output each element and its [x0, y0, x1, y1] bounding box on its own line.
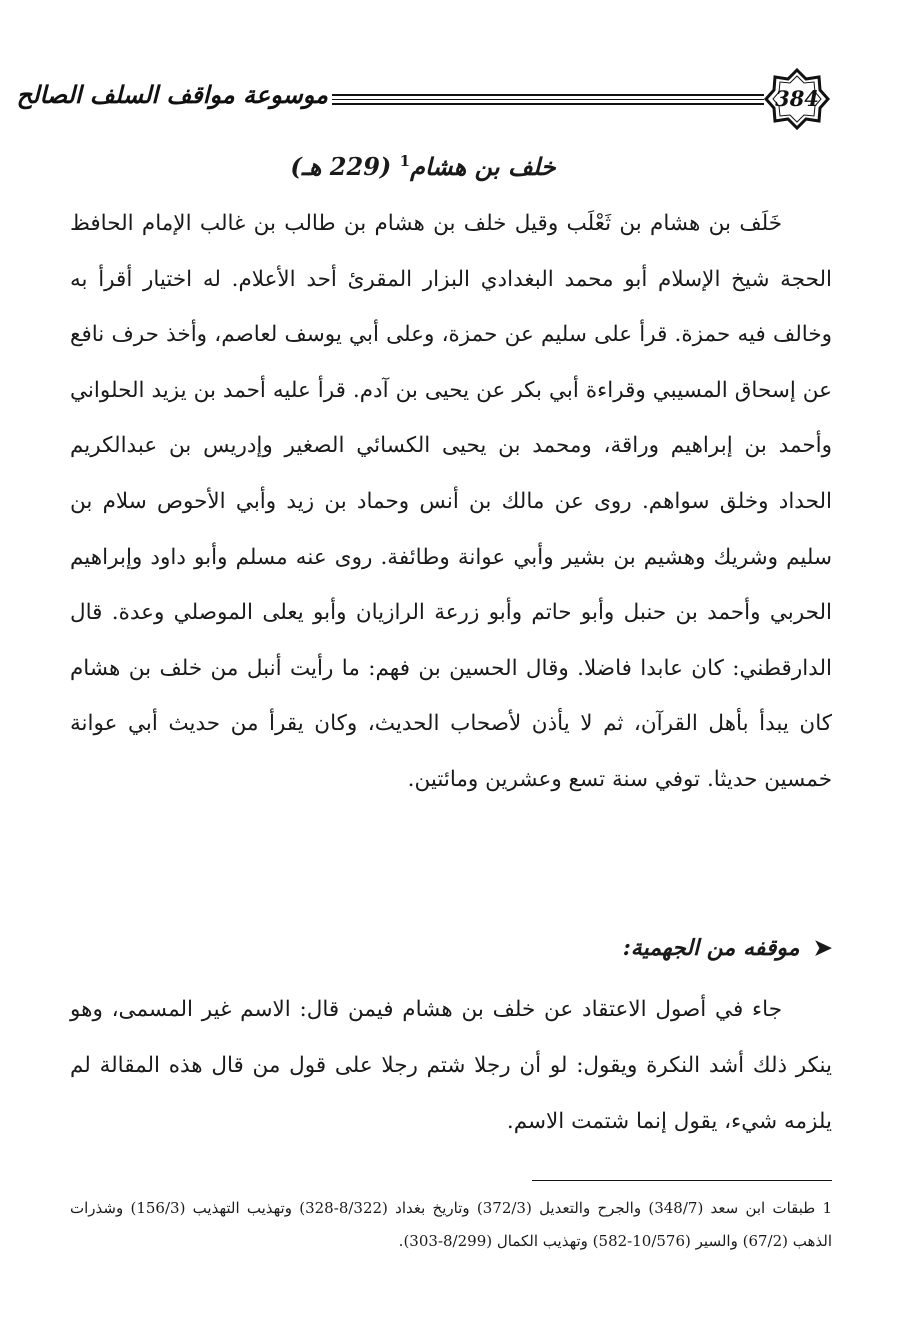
section-title: موقفه من الجهمية: [622, 935, 800, 961]
entry-name: خلف بن هشام [410, 152, 556, 181]
section-heading [432, 920, 832, 976]
biography-paragraph: خَلَف بن هشام بن ثَعْلَب وقيل خلف بن هشام بن طالب بن غالب الإمام الحافظ الحجة شيخ الإسلام أبو محمد البغدادي البزار المقرئ أحد الأعلام. له اختيار أقرأ به وخالف فيه حمزة. قرأ على سليم عن حمزة، وعلى أبي يوسف لعاصم، وأخذ حرف نافع عن إسحاق المسيبي وقراءة أبي بكر عن يحيى بن آدم. قرأ عليه أحمد بن يزيد الحلواني وأحمد بن إبراهيم وراقة، ومحمد بن يحيى الكسائي الصغير وإدريس بن عبدالكريم الحداد وخلق سواهم. روى عن مالك بن أنس وحماد بن زيد وأبي الأحوص سلام بن سليم وشريك وهشيم بن بشير وأبي عوانة وطائفة. روى عنه مسلم وأبو داود وإبراهيم الحربي وأحمد بن حنبل وأبو حاتم وأبو زرعة الرازيان وأبو يعلى الموصلي وعدة. قال الدارقطني: كان عابدا فاضلا. وقال الحسين بن فهم: ما رأيت أنبل من خلف بن هشام كان يبدأ بأهل القرآن، ثم لا يأذن لأصحاب الحديث، وكان يقرأ من حديث أبي عوانة خمسين حديثا. توفي سنة تسع وعشرين ومائتين. [70, 211, 832, 792]
footnote [70, 1192, 832, 1258]
arrowhead-icon: ➤ [813, 935, 832, 961]
footnote-divider [532, 1180, 832, 1181]
page-number: 384 [775, 86, 819, 111]
header-rule [332, 103, 764, 105]
header-rule [332, 99, 764, 100]
page-header [16, 68, 830, 132]
footnote-marker: 1 [399, 152, 411, 170]
footnote-text: 1 طبقات ابن سعد (348/7) والجرح والتعديل (372/3) وتاريخ بغداد (8/322-328) وتهذيب التهذيب (156/3) وشذرات الذهب (67/2) والسير (10/576-582) وتهذيب الكمال (8/299-303). [70, 1199, 833, 1250]
header-rule [332, 94, 764, 96]
entry-date: (229 هـ) [290, 152, 392, 181]
section-text-block [70, 982, 832, 1150]
page-number-badge [764, 68, 830, 130]
entry-heading [0, 140, 846, 188]
series-title: موسوعة مواقف السلف الصالح [16, 80, 328, 109]
section-paragraph: جاء في أصول الاعتقاد عن خلف بن هشام فيمن قال: الاسم غير المسمى، وهو ينكر ذلك أشد النكرة ويقول: لو أن رجلا شتم رجلا على قول من قال هذه المقالة لم يلزمه شيء، يقول إنما شتمت الاسم. [70, 997, 832, 1134]
biography-text-block [70, 196, 832, 808]
